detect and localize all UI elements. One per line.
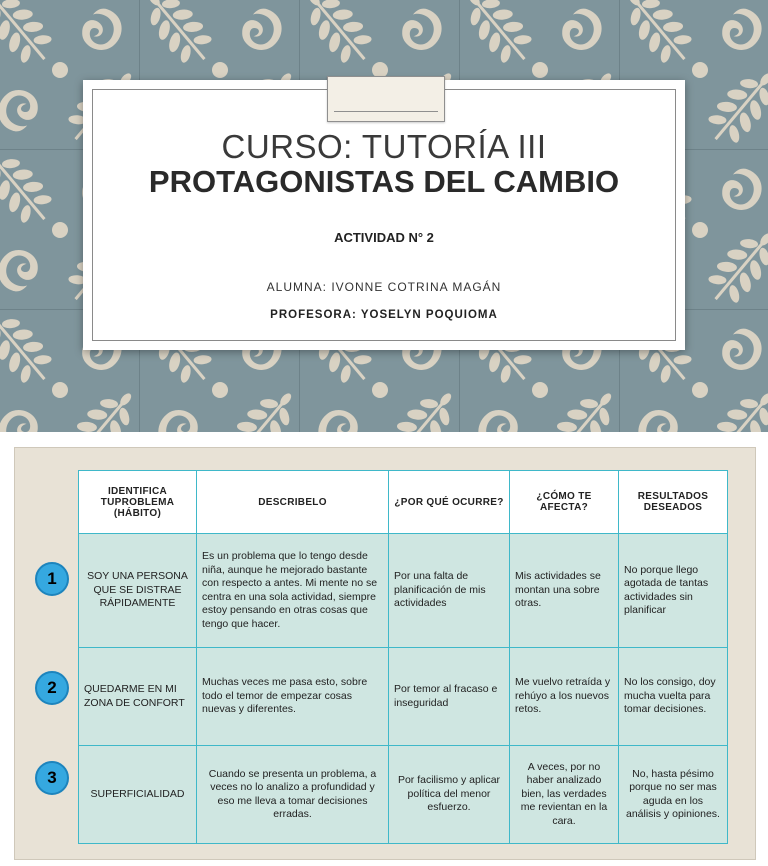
effect-cell: Mis actividades se montan una sobre otras. xyxy=(510,534,619,648)
result-cell: No los consigo, doy mucha vuelta para tomar decisiones. xyxy=(619,648,728,746)
header-desired-results: RESULTADOS DESEADOS xyxy=(619,471,728,534)
title-card-frame xyxy=(92,89,676,341)
course-title: CURSO: TUTORÍA III xyxy=(221,128,547,165)
header-how-affects: ¿CÓMO TE AFECTA? xyxy=(510,471,619,534)
effect-cell: Me vuelvo retraída y rehúyo a los nuevos retos. xyxy=(510,648,619,746)
activity-label: ACTIVIDAD N° 2 xyxy=(334,230,434,245)
cause-cell: Por temor al fracaso e inseguridad xyxy=(389,648,510,746)
header-identify-problem: IDENTIFICA TUPROBLEMA (HÁBITO) xyxy=(79,471,197,534)
description-cell: Cuando se presenta un problema, a veces no lo analizo a profundidad y eso me lleva a tomar decisiones erradas. xyxy=(197,746,389,844)
row-number-badge: 3 xyxy=(35,761,69,795)
decorative-tab xyxy=(327,76,445,122)
cause-cell: Por facilismo y aplicar política del menor esfuerzo. xyxy=(389,746,510,844)
cause-cell: Por una falta de planificación de mis actividades xyxy=(389,534,510,648)
header-describe: DESCRIBELO xyxy=(197,471,389,534)
habits-table xyxy=(78,470,728,844)
description-cell: Muchas veces me pasa esto, sobre todo el temor de empezar cosas nuevas y diferentes. xyxy=(197,648,389,746)
header-why: ¿POR QUÉ OCURRE? xyxy=(389,471,510,534)
effect-cell: A veces, por no haber analizado bien, las verdades me revientan en la cara. xyxy=(510,746,619,844)
table-row xyxy=(79,648,728,746)
student-name: ALUMNA: IVONNE COTRINA MAGÁN xyxy=(266,280,502,294)
row-number-badge: 1 xyxy=(35,562,69,596)
problem-cell: SOY UNA PERSONA QUE SE DISTRAE RÁPIDAMENTE xyxy=(79,534,197,648)
result-cell: No, hasta pésimo porque no ser mas aguda en los análisis y opiniones. xyxy=(619,746,728,844)
habits-table-slide xyxy=(14,447,756,860)
problem-cell: SUPERFICIALIDAD xyxy=(79,746,197,844)
title-card xyxy=(83,80,685,350)
table-header-row xyxy=(79,471,728,534)
title-slide xyxy=(0,0,768,432)
table-row xyxy=(79,534,728,648)
main-title: PROTAGONISTAS DEL CAMBIO xyxy=(148,164,620,199)
row-number-badge: 2 xyxy=(35,671,69,705)
result-cell: No porque llego agotada de tantas actividades sin planificar xyxy=(619,534,728,648)
teacher-name: PROFESORA: YOSELYN POQUIOMA xyxy=(270,309,498,321)
problem-cell: QUEDARME EN MI ZONA DE CONFORT xyxy=(79,648,197,746)
description-cell: Es un problema que lo tengo desde niña, aunque he mejorado bastante con respecto a antes. Mi mente no se centra en una sola actividad, siempre estoy pensando en otras cosas que tengo que hacer. xyxy=(197,534,389,648)
table-row xyxy=(79,746,728,844)
